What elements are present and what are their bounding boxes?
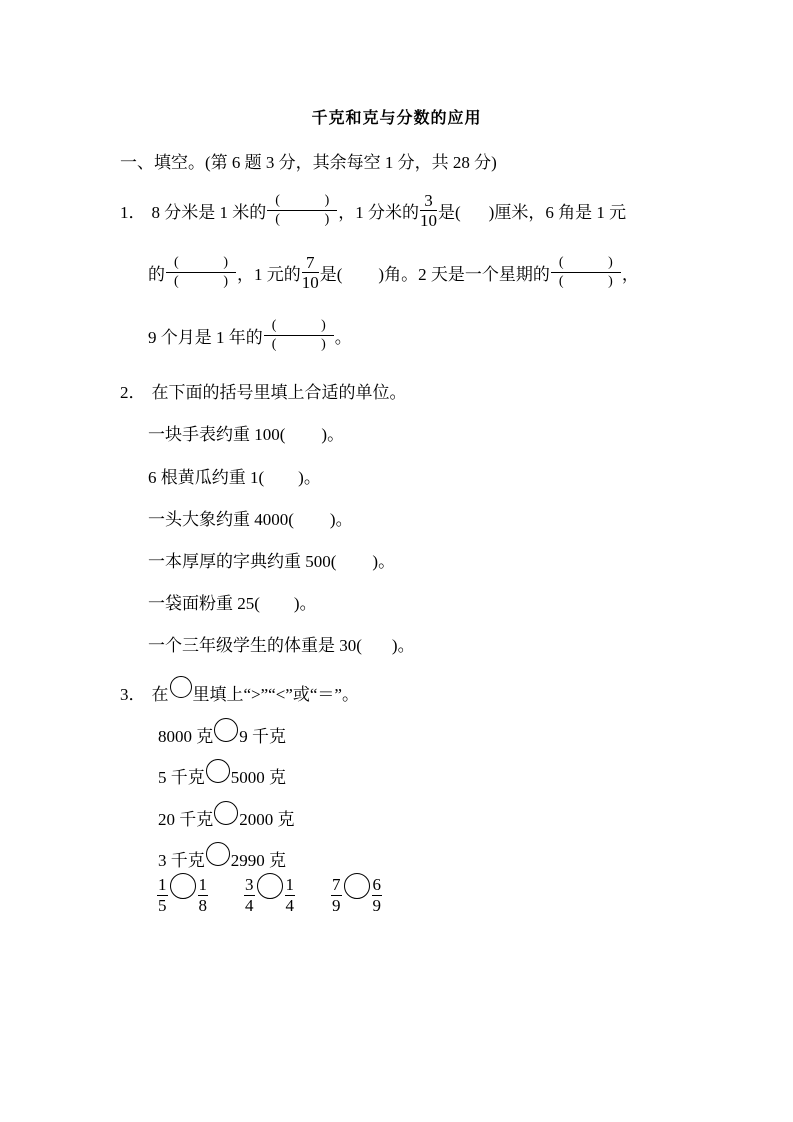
q2-prompt: 2． 在下面的括号里填上合适的单位。 (120, 383, 407, 402)
q1-text: )角。2 天是一个星期的 (378, 264, 550, 284)
q2-item: 一本厚厚的字典约重 500( )。 (148, 552, 396, 571)
blank-fraction[interactable]: ( ) ( ) (166, 254, 236, 291)
comparison-row: 3 千克 2990 克 (158, 846, 286, 874)
q2-item: 一袋面粉重 25( )。 (148, 594, 317, 613)
comparison-circle[interactable] (214, 801, 238, 825)
comparison-circle[interactable] (257, 873, 283, 899)
q1-text: 的 (148, 264, 165, 284)
q1-line-1 (120, 190, 626, 230)
blank-fraction[interactable]: ( ) ( ) (264, 317, 334, 354)
blank-fraction[interactable]: ( ) ( ) (551, 254, 621, 291)
comparison-circle[interactable] (214, 718, 238, 742)
q2-item: 6 根黄瓜约重 1( )。 (148, 468, 321, 487)
circle-icon (170, 676, 192, 698)
page-title: 千克和克与分数的应用 (311, 108, 482, 127)
fraction-7-10: $\frac{7}{10}$ (301, 252, 319, 292)
q1-text: )厘米，6 角是 1 元 (488, 202, 627, 222)
q1-text: 是( (319, 264, 343, 284)
question-number: 1． (120, 202, 146, 222)
fraction-comparison: $\frac{3}{4}$ $\frac{1}{4}$ (243, 875, 296, 916)
comparison-row: 20 千克 2000 克 (158, 805, 295, 833)
q2-item: 一个三年级学生的体重是 30( )。 (148, 636, 415, 655)
q1-text: ，1 分米的 (338, 202, 419, 222)
blank-fraction[interactable]: ( ) ( ) (267, 192, 337, 229)
question-number: 3． (120, 685, 146, 704)
q1-text: ， (621, 264, 639, 284)
q1-text: 9 个月是 1 年的 (148, 327, 263, 347)
comparison-row: 5 千克 5000 克 (158, 763, 286, 791)
q3-prompt: 3． 在 里填上“>”“<”或“＝”。 (120, 680, 359, 707)
q1-line-2 (148, 252, 639, 292)
fraction-3-10: $\frac{3}{10}$ (420, 190, 437, 230)
comparison-circle[interactable] (344, 873, 370, 899)
q1-text: 8 分米是 1 米的 (151, 202, 267, 222)
comparison-circle[interactable] (206, 759, 230, 783)
comparison-circle[interactable] (170, 873, 196, 899)
q2-item: 一块手表约重 100( )。 (148, 425, 345, 444)
q2-item: 一头大象约重 4000( )。 (148, 510, 353, 529)
q1-line-3 (148, 315, 352, 355)
fraction-comparisons (156, 875, 417, 916)
question-number: 2． (120, 383, 146, 402)
section-heading: 一、填空。(第 6 题 3 分，其余每空 1 分，共 28 分) (120, 153, 497, 172)
q1-text: ，1 元的 (237, 264, 301, 284)
comparison-circle[interactable] (206, 842, 230, 866)
comparison-row: 8000 克 9 千克 (158, 722, 286, 750)
fraction-comparison: $\frac{1}{5}$ $\frac{1}{8}$ (156, 875, 209, 916)
q1-text: 是( (438, 202, 461, 222)
q1-text: 。 (334, 327, 352, 347)
fraction-comparison: $\frac{7}{9}$ $\frac{6}{9}$ (330, 875, 383, 916)
